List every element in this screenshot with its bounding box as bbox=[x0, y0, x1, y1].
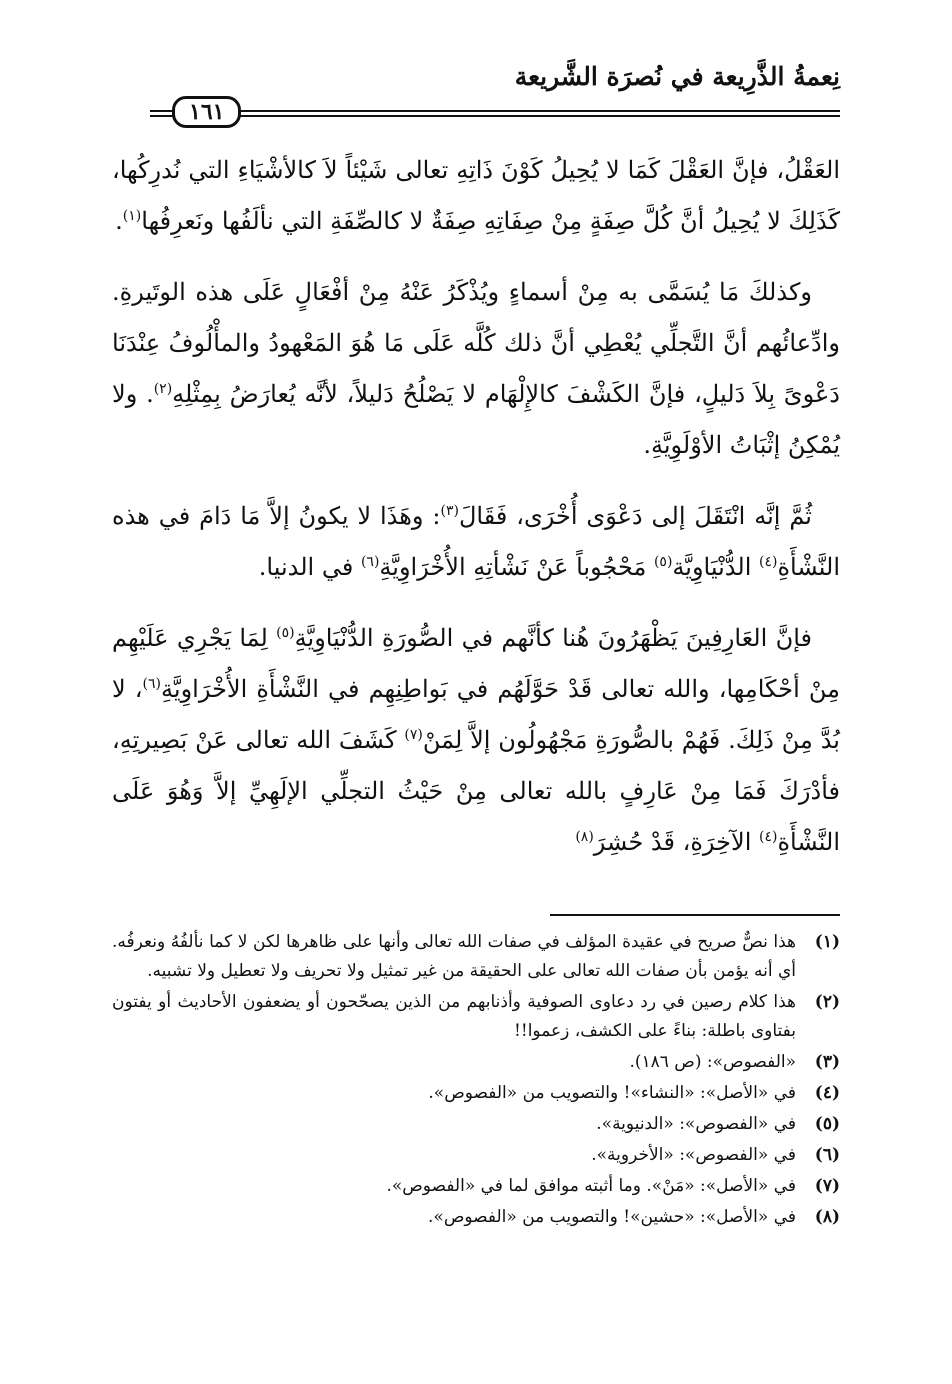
footnote-ref: (٣) bbox=[440, 503, 459, 519]
footnote bbox=[112, 1141, 840, 1170]
footnote-number: (٦) bbox=[814, 1145, 840, 1165]
paragraph-text: . ولا يُمْكِنُ إثْبَاتُ الأوْلَوِيَّةِ. bbox=[112, 380, 840, 459]
footnote-text: في «الفصوص»: «الأخروية». bbox=[591, 1145, 796, 1165]
footnote bbox=[112, 1079, 840, 1108]
footnote-text: في «الأصل»: «النشاء»! والتصويب من «الفصوص». bbox=[428, 1083, 796, 1103]
footnote-number: (٧) bbox=[814, 1176, 840, 1196]
paragraph-text: لِمَا يَجْرِي عَلَيْهِم مِنْ أحْكَامِها، والله تعالى قَدْ حَوَّلَهُم في بَواطِنِهِم في النَّشْأَةِ الأُخْرَاوِيَّةِ bbox=[112, 624, 841, 703]
paragraph-text: ثُمَّ إنَّه انْتَقَلَ إلى دَعْوَى أُخْرَى، فَقَالَ bbox=[458, 502, 812, 530]
footnote-ref: (٤) bbox=[759, 554, 778, 570]
footnotes bbox=[112, 928, 840, 1234]
footnote-ref: (٦) bbox=[142, 676, 162, 692]
footnote-ref: (٨) bbox=[575, 829, 594, 845]
paragraph-text: . bbox=[115, 207, 123, 235]
main-text bbox=[112, 145, 840, 888]
book-title: نِعمةُ الذَّرِيعة في نُصرَة الشَّريعة bbox=[514, 62, 840, 91]
footnote-text: «الفصوص»: (ص ١٨٦). bbox=[629, 1052, 796, 1072]
paragraph-text: فإنَّ العَارِفِينَ يَظْهَرُونَ هُنا كأنَّهم في الصُّورَةِ الدُّنْيَاوِيَّةِ bbox=[294, 624, 812, 652]
footnote-ref: (٤) bbox=[759, 829, 778, 845]
paragraph-text: وكذلكَ مَا يُسَمَّى به مِنْ أسماءٍ ويُذْكَرُ عَنْهُ مِنْ أفْعَالٍ عَلَى هذه الوتَيرةِ. وادِّعائُهم أنَّ التَّجلِّي يُعْطِي أنَّ ذلك كُلَّه عَلَى مَا هُوَ المَعْهودُ والمأْلُوفُ عِنْدَنَا دَعْوىً بِلاَ دَليلٍ، فإنَّ الكَشْفَ كالإِلْهَام لا يَصْلُحُ دَليلاً، لأنَّه يُعارَضُ بِمِثْلِهِ bbox=[112, 278, 840, 408]
paragraph-text: كَشَفَ الله تعالى عَنْ بَصِيرتِهِ، فأدْرَكَ فَمَا مِنْ عَارِفٍ بالله تعالى مِنْ حَيْثُ التجلِّي الإلَهِيِّ إلاَّ وَهُوَ عَلَى النَّشْأَةِ bbox=[112, 726, 840, 856]
footnote-number: (٨) bbox=[814, 1207, 840, 1227]
paragraph-text: الآخِرَةِ، قَدْ حُشِرَ bbox=[593, 828, 759, 856]
footnote-ref: (٢) bbox=[153, 381, 173, 397]
footnote-text: في «الفصوص»: «الدنيوية». bbox=[596, 1114, 796, 1134]
paragraph-text: الدُّنْيَاوِيَّة bbox=[672, 553, 759, 581]
page-number: ١٦١ bbox=[172, 96, 241, 128]
footnote-number: (٤) bbox=[814, 1083, 840, 1103]
footnote-text: في «الأصل»: «مَنْ». وما أثبته موافق لما في «الفصوص». bbox=[386, 1176, 796, 1196]
footnote-number: (٣) bbox=[814, 1052, 840, 1072]
footnote-separator bbox=[550, 914, 840, 916]
paragraph-text: ، لا بُدَّ مِنْ ذَلِكَ. فَهُمْ بالصُّورَةِ مَجْهُولُون إلاَّ لِمَنْ bbox=[112, 675, 840, 754]
paragraph bbox=[112, 267, 840, 471]
header-rule bbox=[150, 110, 840, 117]
paragraph-text: : وهَذَا لا يكونُ إلاَّ مَا دَامَ في هذه النَّشْأَةِ bbox=[112, 502, 840, 581]
footnote-ref: (٧) bbox=[404, 727, 423, 743]
footnote-number: (٥) bbox=[814, 1114, 840, 1134]
footnote-text: في «الأصل»: «حشين»! والتصويب من «الفصوص». bbox=[428, 1207, 796, 1227]
footnote-text: هذا كلام رصين في رد دعاوى الصوفية وأذنابهم من الذين يصحّحون أو يضعفون الأحاديث أو يفتون بفتاوى باطلة: بناءً على الكشف، زعموا!! bbox=[112, 992, 796, 1041]
footnote bbox=[112, 1203, 840, 1232]
footnote bbox=[112, 1048, 840, 1077]
footnote-ref: (٥) bbox=[276, 625, 295, 641]
footnote bbox=[112, 1172, 840, 1201]
footnote-ref: (١) bbox=[122, 208, 142, 224]
paragraph-text: في الدنيا. bbox=[258, 553, 361, 581]
paragraph-text: مَحْجُوباً عَنْ نَشْأتِهِ الأُخْرَاوِيَّةِ bbox=[379, 553, 654, 581]
paragraph bbox=[112, 145, 840, 247]
paragraph-text: العَقْلُ، فإنَّ العَقْلَ كَمَا لا يُحِيلُ كَوْنَ ذَاتِهِ تعالى شَيْئاً لاَ كالأشْيَاءِ التي نُدرِكُها، كَذَلِكَ لا يُحِيلُ أنَّ كُلَّ صِفَةٍ مِنْ صِفَاتِهِ صِفَةٌ لا كالصِّفَةِ التي نألَفُها ونَعرِفُها bbox=[112, 156, 840, 235]
footnote bbox=[112, 988, 840, 1046]
footnote bbox=[112, 928, 840, 986]
running-header bbox=[150, 62, 840, 132]
paragraph bbox=[112, 491, 840, 593]
footnote-number: (٢) bbox=[814, 992, 840, 1012]
paragraph bbox=[112, 613, 840, 868]
footnote-number: (١) bbox=[814, 932, 840, 952]
footnote bbox=[112, 1110, 840, 1139]
footnote-ref: (٦) bbox=[360, 554, 380, 570]
footnote-text: هذا نصٌّ صريح في عقيدة المؤلف في صفات الله تعالى وأنها على ظاهرها لكن لا كما نألفُهُ ونعرفُه. أي أنه يؤمن بأن صفات الله تعالى على الحقيقة من غير تمثيل ولا تحريف ولا تعطيل ولا تشبيه. bbox=[112, 932, 796, 981]
footnote-ref: (٥) bbox=[653, 554, 673, 570]
